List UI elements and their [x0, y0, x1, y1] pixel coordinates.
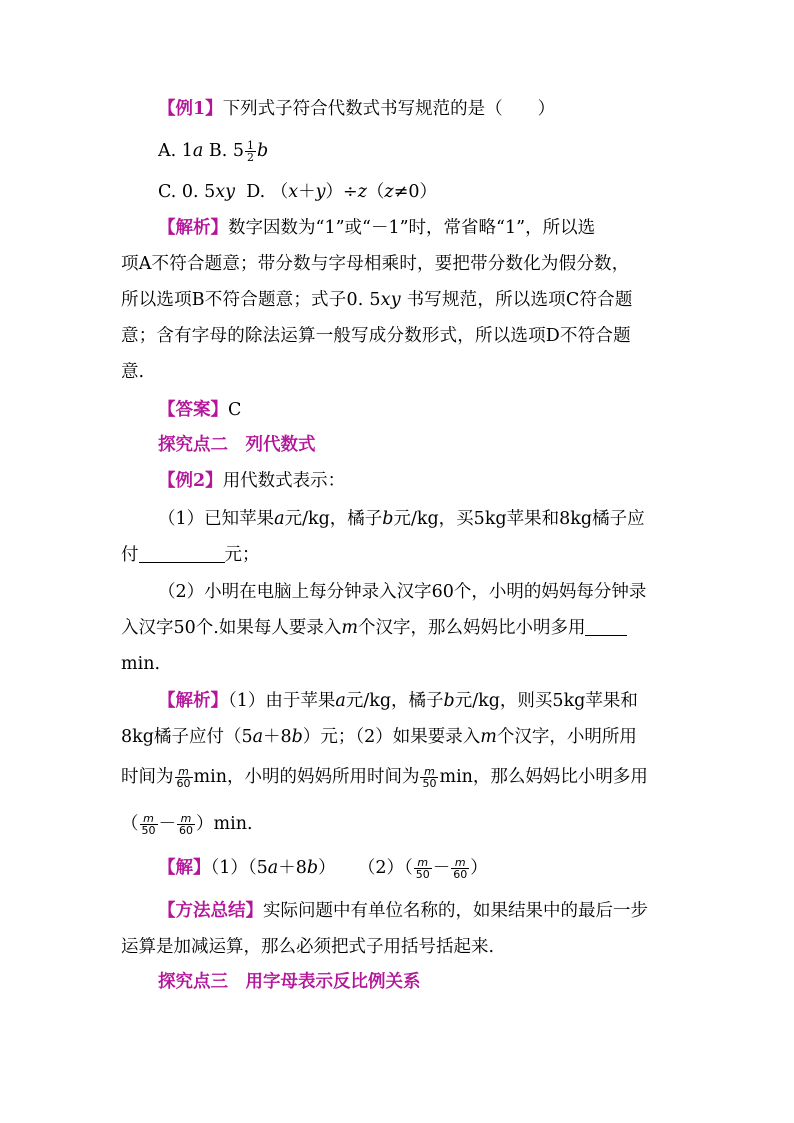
q2-text-d: min.	[121, 654, 161, 674]
example-2-q2-line-2	[121, 616, 627, 640]
example-2-analysis-line-4	[121, 812, 253, 836]
example-1-question-text: 下列式子符合代数式书写规范的是（ ）	[222, 99, 556, 119]
example-1-answer-tag: 【答案】	[158, 400, 228, 420]
option-b-frac-num: 1	[247, 139, 255, 152]
frac-denominator: 50	[415, 868, 430, 881]
analysis-1-text-5: 意.	[121, 362, 145, 382]
an-l1-var-a: a	[335, 691, 346, 711]
frac-denominator: 50	[141, 824, 156, 837]
an-l2-var-b: b	[291, 727, 303, 747]
example-2-analysis-tag: 【解析】	[158, 691, 228, 711]
example-2-q1-line-2	[121, 543, 260, 567]
an-l2-var-a: a	[252, 727, 264, 747]
option-c-var: xy	[215, 182, 236, 202]
example-1-options-cd	[158, 180, 437, 204]
q1-text-e: 元；	[224, 545, 260, 565]
method-summary-line-2	[121, 935, 494, 959]
option-d-div: ）÷	[325, 182, 358, 202]
an-l2-c: ）元；（2）如果要录入	[302, 727, 481, 747]
an-l2-var-m: m	[480, 727, 497, 747]
sol-1-var-a: a	[267, 858, 279, 878]
frac-denominator: 50	[422, 777, 437, 790]
sol-1-var-b: b	[306, 858, 319, 878]
example-2-q1-line-1	[158, 507, 645, 531]
example-2-tag: 【例2】	[158, 471, 223, 491]
an-l1-c: 元/kg，则买5kg苹果和	[454, 691, 638, 711]
example-2-analysis-line-1	[158, 689, 638, 713]
frac-numerator: m	[424, 765, 435, 778]
example-1-analysis-line-5	[121, 360, 144, 384]
option-b-label: B. 5	[208, 141, 245, 161]
fraction-m-over-50	[414, 857, 432, 880]
q1-text-a: （1）已知苹果	[158, 509, 275, 529]
example-1-analysis-line-4	[121, 324, 631, 348]
analysis-1-text-4: 意；含有字母的除法运算一般写成分数形式，所以选项D不符合题	[121, 326, 631, 346]
example-2-question-text: 用代数式表示：	[222, 471, 346, 491]
q2-answer-blank	[585, 617, 627, 636]
example-1-options-ab	[158, 139, 268, 163]
sol-1-a: （1）（5	[210, 858, 268, 878]
method-summary-text-2: 运算是加减运算，那么必须把式子用括号括起来.	[121, 937, 495, 957]
method-summary-line-1	[158, 899, 648, 923]
example-1-answer-value: C	[228, 400, 242, 420]
an-l1-a: （1）由于苹果	[228, 691, 336, 711]
frac-numerator: m	[180, 812, 192, 825]
option-d-plus: ＋	[298, 182, 316, 202]
fraction-m-over-50	[420, 766, 438, 789]
q1-answer-blank	[139, 544, 225, 563]
frac-denominator: 60	[176, 777, 191, 790]
q1-var-a: a	[274, 509, 285, 529]
analysis-1-text-3var: xy	[380, 290, 401, 310]
an-l2-a: 8kg橘子应付（5	[121, 727, 253, 747]
option-d-label: D. （	[246, 182, 289, 202]
example-1-analysis-line-2	[121, 252, 629, 276]
sol-1-c: ）	[318, 858, 336, 878]
q1-text-c: 元/kg，买5kg苹果和8kg橘子应	[393, 509, 645, 529]
section-2-title: 探究点二 列代数式	[158, 435, 316, 455]
option-b-var: b	[257, 141, 269, 161]
example-2-solution-tag: 【解】	[158, 858, 211, 878]
frac-numerator: m	[178, 765, 189, 778]
example-1-tag: 【例1】	[158, 99, 223, 119]
analysis-1-text-3b: 书写规范，所以选项C符合题	[406, 290, 633, 310]
an-l2-b: ＋8	[263, 727, 292, 747]
example-2-q2-line-1	[158, 580, 646, 604]
example-1-question	[158, 97, 555, 121]
example-2-q2-line-3	[121, 652, 160, 676]
analysis-1-text-1: 数字因数为“1”或“－1”时，常省略“1”，所以选	[228, 218, 596, 238]
option-a-label: A. 1	[158, 141, 193, 161]
frac-denominator: 60	[453, 868, 468, 881]
example-1-analysis-tag: 【解析】	[158, 218, 228, 238]
an-l2-d: 个汉字，小明所用	[496, 727, 637, 747]
example-1-answer	[158, 398, 241, 422]
analysis-1-text-3a: 所以选项B不符合题意；式子0. 5	[121, 290, 381, 310]
option-a-var: a	[192, 141, 204, 161]
option-d-z2: z	[384, 182, 394, 202]
option-c-label: C. 0. 5	[158, 182, 216, 202]
fraction-m-over-60	[451, 857, 469, 880]
example-1-analysis-line-1	[158, 216, 595, 240]
an-l4-minus: －	[158, 814, 176, 834]
method-summary-text-1: 实际问题中有单位名称的，如果结果中的最后一步	[263, 901, 648, 921]
an-l3-a: 时间为	[121, 767, 174, 787]
section-3-title: 探究点三 用字母表示反比例关系	[158, 972, 421, 992]
fraction-m-over-60	[175, 766, 193, 789]
q2-var-m: m	[341, 618, 358, 638]
option-d-z: z	[357, 182, 367, 202]
sol-1-b: ＋8	[278, 858, 307, 878]
fraction-m-over-60	[177, 813, 195, 836]
frac-numerator: m	[454, 856, 466, 869]
method-summary-tag: 【方法总结】	[158, 901, 263, 921]
frac-numerator: m	[143, 812, 154, 825]
example-1-analysis-line-3	[121, 288, 633, 312]
an-l3-c: min，那么妈妈比小明多用	[439, 767, 648, 787]
example-2-question	[158, 469, 345, 493]
example-2-analysis-line-3	[121, 765, 648, 789]
an-l4-b: ）min.	[196, 814, 253, 834]
q2-text-c: 个汉字，那么妈妈比小明多用	[357, 618, 586, 638]
frac-numerator: m	[417, 856, 429, 869]
an-l3-b: min，小明的妈妈所用时间为	[193, 767, 420, 787]
an-l1-var-b: b	[443, 691, 455, 711]
fraction-m-over-50	[140, 813, 158, 836]
sol-2-a: （2）（	[357, 858, 413, 878]
frac-denominator: 60	[179, 824, 193, 837]
analysis-1-text-2: 项A不符合题意；带分数与字母相乘时，要把带分数化为假分数，	[121, 254, 630, 274]
option-b-frac-den: 2	[247, 151, 255, 164]
option-d-y: y	[315, 182, 326, 202]
example-2-analysis-line-2	[121, 725, 637, 749]
q2-text-a: （2）小明在电脑上每分钟录入汉字60个，小明的妈妈每分钟录	[158, 582, 647, 602]
sol-2-minus: －	[432, 858, 451, 878]
option-d-paren: （	[366, 182, 385, 202]
q1-text-b: 元/kg，橘子	[284, 509, 383, 529]
example-2-solution	[158, 856, 488, 880]
option-d-x: x	[288, 182, 299, 202]
q2-text-b: 入汉字50个.如果每人要录入	[121, 618, 342, 638]
an-l4-a: （	[121, 814, 139, 834]
option-d-ne: ≠0）	[393, 182, 437, 202]
q1-text-d: 付	[121, 545, 139, 565]
sol-2-b: ）	[470, 858, 488, 878]
q1-var-b: b	[382, 509, 394, 529]
option-b-fraction	[245, 140, 256, 163]
an-l1-b: 元/kg，橘子	[345, 691, 444, 711]
